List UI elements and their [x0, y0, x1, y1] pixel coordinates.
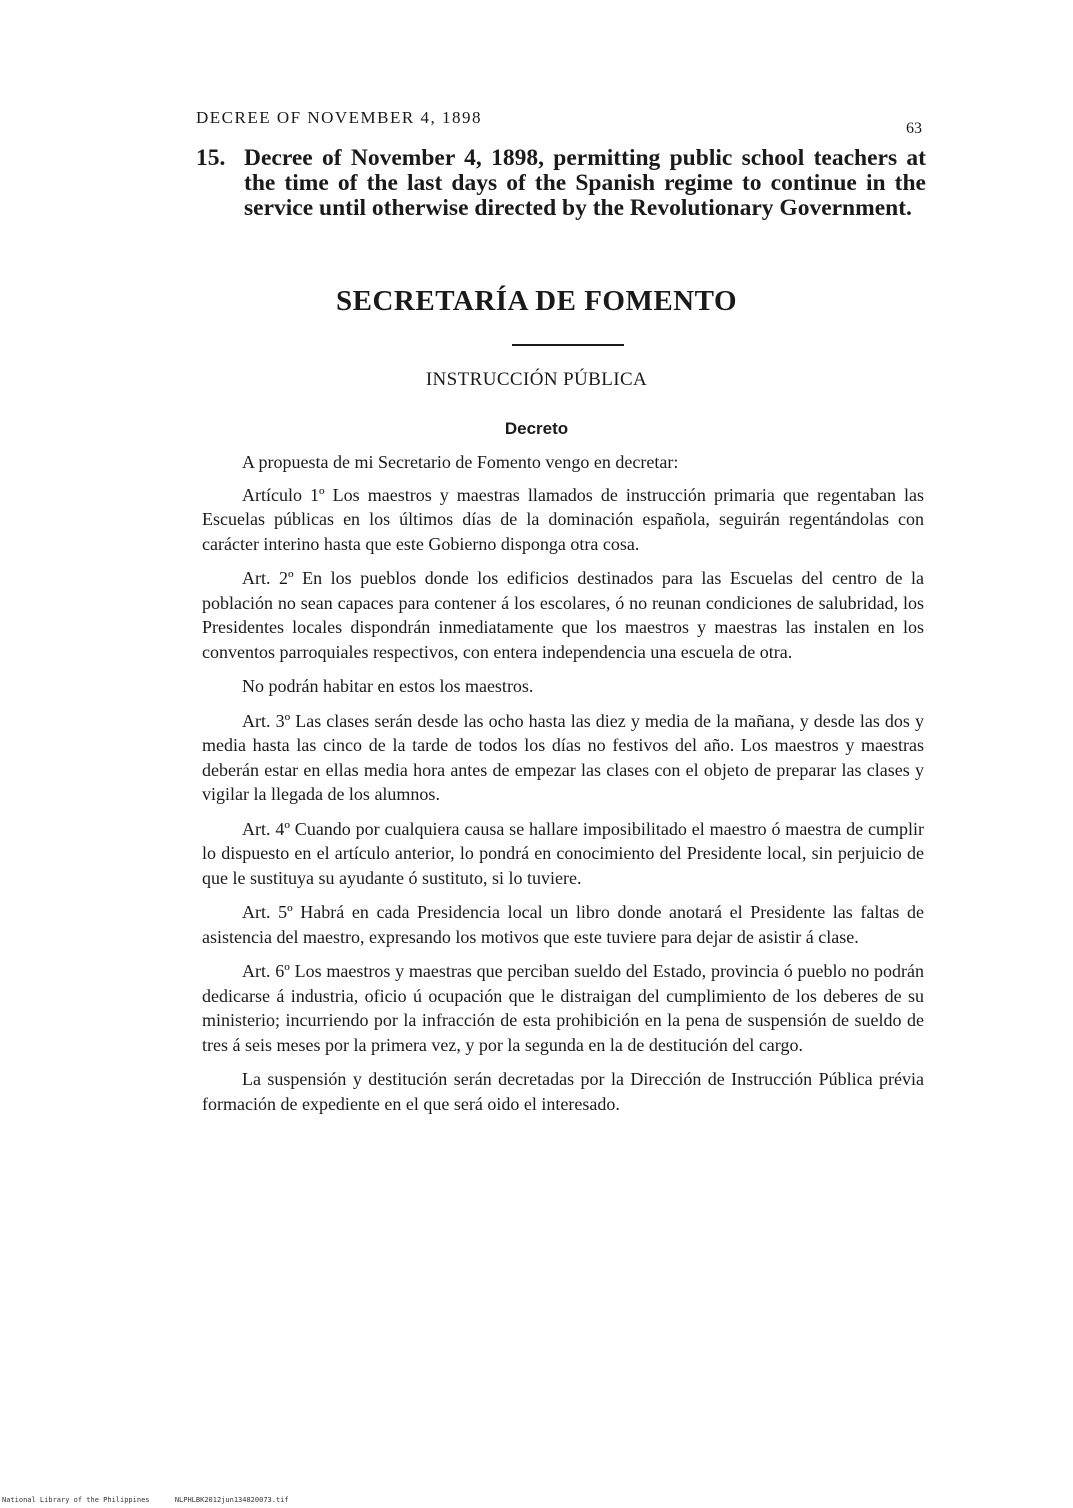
section-title: INSTRUCCIÓN PÚBLICA	[425, 369, 648, 390]
paragraph-article-1: Artículo 1º Los maestros y maestras llamados de instrucción primaria que regentaban las Escuelas públicas en los últimos días de la dominación española, seguirán regentándolas con carácter interino hasta que este Gobierno disponga otra cosa.	[202, 484, 924, 554]
decree-body	[202, 450, 924, 1126]
running-head: DECREE OF NOVEMBER 4, 1898	[196, 108, 482, 127]
paragraph-article-6-note: La suspensión y destitución serán decretadas por la Dirección de Instrucción Pública prévia formación de expediente en el que será oido el interesado.	[202, 1069, 924, 1114]
page-number: 63	[906, 120, 922, 137]
paragraph-article-6: Art. 6º Los maestros y maestras que perciban sueldo del Estado, provincia ó pueblo no podrán dedicarse á industria, oficio ú ocupación que le distraigan del cumplimiento de los deberes de su ministerio; incurriendo por la infracción de esta prohibición en la pena de suspensión de sueldo de tres á seis meses por la primera vez, y por la segunda en la de destitución del cargo.	[202, 961, 924, 1055]
document-type: Decreto	[504, 419, 569, 438]
paragraph-article-3: Art. 3º Las clases serán desde las ocho hasta las diez y media de la mañana, y desde las dos y media hasta las cinco de la tarde de todos los días no festivos del año. Los maestros y maestras deberán estar en ellas media hora antes de empezar las clases con el objeto de preparar las clases y vigilar la llegada de los alumnos.	[202, 710, 924, 804]
paragraph-article-2-note: No podrán habitar en estos los maestros.	[242, 676, 534, 696]
scan-footer	[2, 1496, 289, 1504]
footer-file-id: NLPHLBK2012jun134820073.tif	[174, 1496, 289, 1504]
paragraph-article-4: Art. 4º Cuando por cualquiera causa se hallare imposibilitado el maestro ó maestra de cumplir lo dispuesto en el artículo anterior, lo pondrá en conocimiento del Presidente local, sin perjuicio de que le sustituya su ayudante ó sustituto, si lo tuviere.	[202, 818, 924, 888]
paragraph-article-5: Art. 5º Habrá en cada Presidencia local un libro donde anotará el Presidente las faltas de asistencia del maestro, expresando los motivos que este tuviere para dejar de asistir á clase.	[202, 902, 924, 947]
heading-text: Decree of November 4, 1898, permitting public school teachers at the time of the last days of the Spanish regime to continue in the service until otherwise directed by the Revolutionary Government.	[244, 145, 926, 221]
paragraph-intro: A propuesta de mi Secretario de Fomento vengo en decretar:	[242, 452, 679, 472]
heading-number: 15.	[196, 145, 226, 171]
title-divider	[512, 344, 624, 346]
footer-library: National Library of the Philippines	[2, 1496, 150, 1504]
office-title: SECRETARÍA DE FOMENTO	[336, 285, 737, 317]
decree-heading	[196, 146, 926, 221]
paragraph-article-2: Art. 2º En los pueblos donde los edificios destinados para las Escuelas del centro de la población no sean capaces para contener á los escolares, ó no reunan condiciones de salubridad, los Presidentes locales dispondrán inmediatamente que los maestros y maestras las instalen en los conventos parroquiales respectivos, con entera independencia una escuela de otra.	[202, 568, 924, 662]
